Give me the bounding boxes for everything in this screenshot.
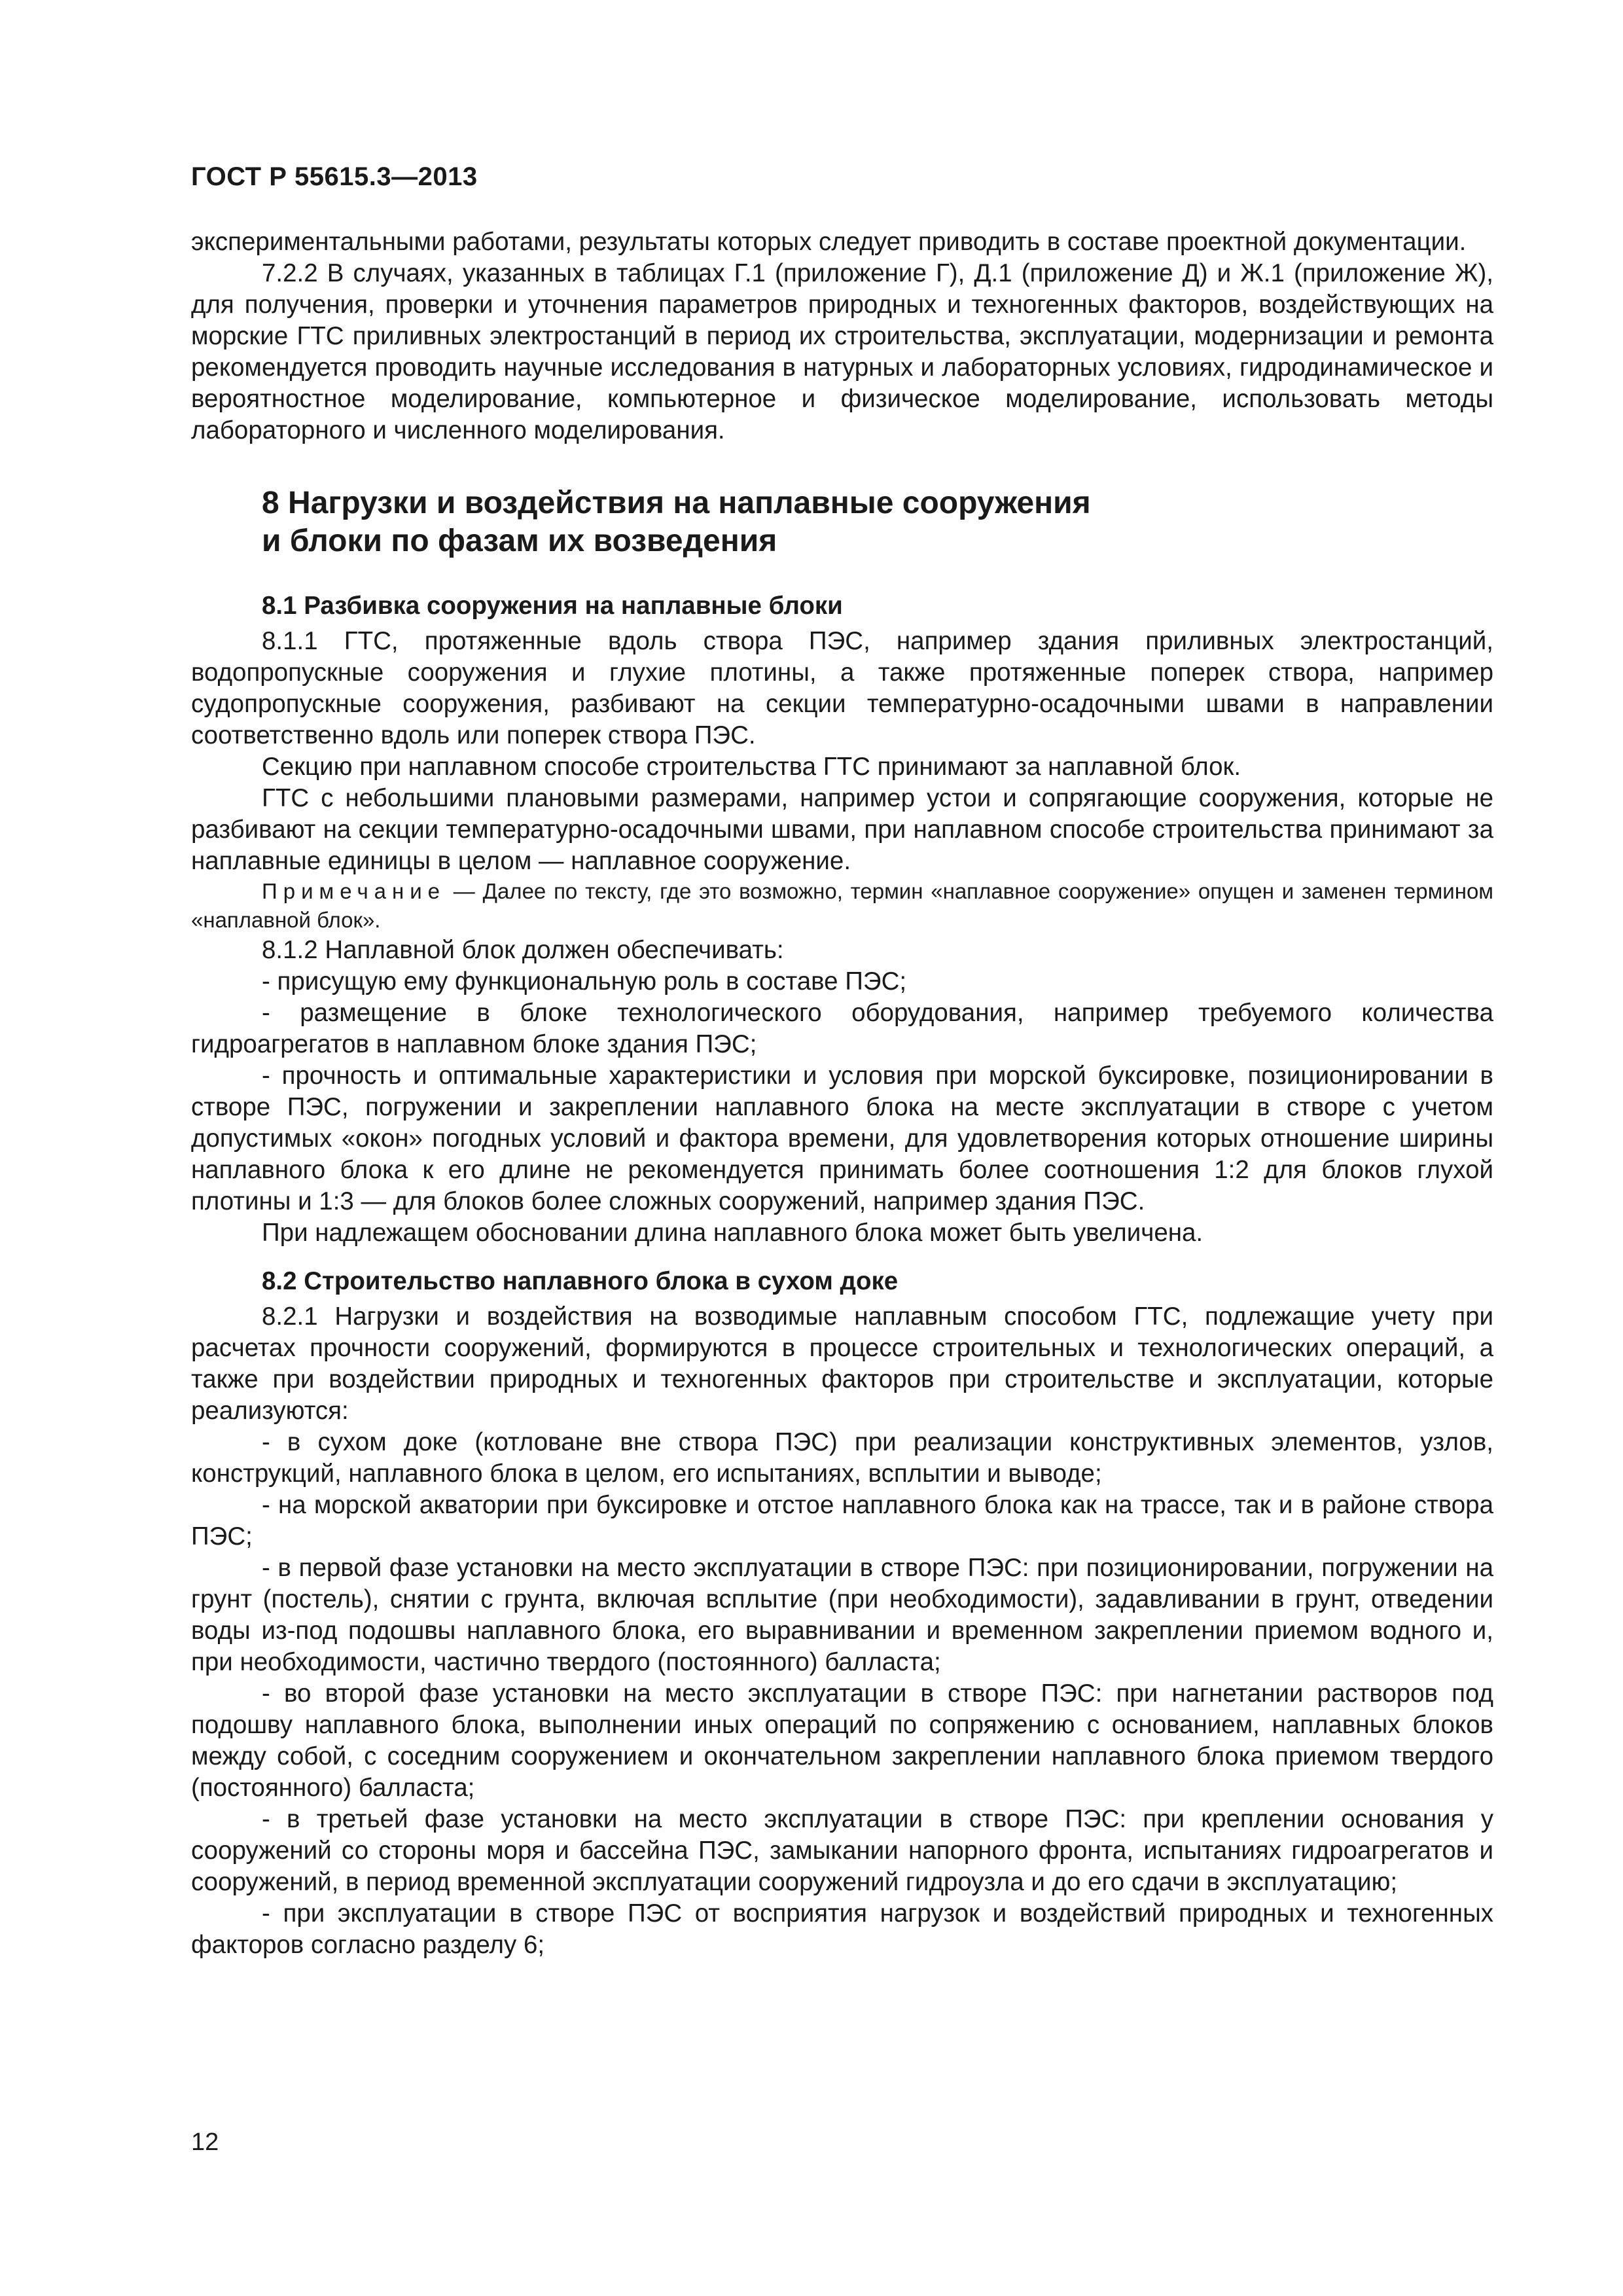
list-item: - присущую ему функциональную роль в составе ПЭС; — [262, 967, 907, 996]
list-item: - прочность и оптимальные характеристики и условия при морской буксировке, позиционировании в створе ПЭС, погружении и закреплении наплавного блока на месте эксплуатации в створе с учетом допустимых «окон» погодных условий и фактора времени, для удовлетворения которых отношение ширины наплавного блока к его длине не рекомендуется принимать более соотношения 1:2 для блоков глухой плотины и 1:3 — для блоков более сложных сооружений, например здания ПЭС. — [191, 1062, 1493, 1215]
paragraph: экспериментальными работами, результаты которых следует приводить в составе проектной документации. — [191, 228, 1467, 256]
list-item: - в первой фазе установки на место эксплуатации в створе ПЭС: при позиционировании, погружении на грунт (постель), снятии с грунта, включая всплытие (при необходимости), задавливании в грунт, отведении воды из-под подошвы наплавного блока, его выравнивании и временном закреплении приемом водного и, при необходимости, частично твердого (постоянного) балласта; — [191, 1554, 1493, 1676]
paragraph: При надлежащем обосновании длина наплавного блока может быть увеличена. — [262, 1219, 1204, 1247]
page-number: 12 — [191, 2128, 219, 2156]
list-item: - во второй фазе установки на место эксплуатации в створе ПЭС: при нагнетании растворов под подошву наплавного блока, выполнении иных операций по сопряжению с основанием, наплавных блоков между собой, с соседним сооружением и окончательном закреплении наплавного блока приемом твердого (постоянного) балласта; — [191, 1679, 1493, 1802]
paragraph-7-2-2: 7.2.2 В случаях, указанных в таблицах Г.1 (приложение Г), Д.1 (приложение Д) и Ж.1 (приложение Ж), для получения, проверки и уточнения параметров природных и техногенных факторов, воздействующих на морские ГТС приливных электростанций в период их строительства, эксплуатации, модернизации и ремонта рекомендуется проводить научные исследования в натурных и лабораторных условиях, гидродинамическое и вероятностное моделирование, компьютерное и физическое моделирование, использовать методы лабораторного и численного моделирования. — [191, 259, 1493, 444]
list-item: - в третьей фазе установки на место эксплуатации в створе ПЭС: при креплении основания у сооружений со стороны моря и бассейна ПЭС, замыкании напорного фронта, испытаниях гидроагрегатов и сооружений, в период временной эксплуатации сооружений гидроузла и до его сдачи в эксплуатацию; — [191, 1805, 1493, 1896]
paragraph: ГТС с небольшими плановыми размерами, например устои и сопрягающие сооружения, которые не разбивают на секции температурно-осадочными швами, при наплавном способе строительства принимают за наплавные единицы в целом — наплавное сооружение. — [191, 784, 1493, 875]
paragraph: Секцию при наплавном способе строительства ГТС принимают за наплавной блок. — [262, 753, 1241, 781]
list-item: - на морской акватории при буксировке и отстое наплавного блока как на трассе, так и в районе створа ПЭС; — [191, 1491, 1493, 1551]
section-8-title — [262, 484, 1493, 560]
section-8-title-line-1: 8 Нагрузки и воздействия на наплавные сооружения — [262, 486, 1091, 520]
document-code-header: ГОСТ Р 55615.3—2013 — [191, 162, 478, 191]
list-item: - размещение в блоке технологического оборудования, например требуемого количества гидроагрегатов в наплавном блоке здания ПЭС; — [191, 999, 1493, 1058]
note-text: — Далее по тексту, где это возможно, термин «наплавное сооружение» опущен и заменен термином «наплавной блок». — [191, 879, 1493, 932]
paragraph-8-1-2: 8.1.2 Наплавной блок должен обеспечивать: — [262, 936, 784, 964]
paragraph-8-2-1: 8.2.1 Нагрузки и воздействия на возводимые наплавным способом ГТС, подлежащие учету при расчетах прочности сооружений, формируются в процессе строительных и технологических операций, а также при воздействии природных и техногенных факторов при строительстве и эксплуатации, которые реализуются: — [191, 1302, 1493, 1425]
list-item: - в сухом доке (котловане вне створа ПЭС) при реализации конструктивных элементов, узлов, конструкций, наплавного блока в целом, его испытаниях, всплытии и выводе; — [191, 1428, 1493, 1488]
paragraph-8-1-1: 8.1.1 ГТС, протяженные вдоль створа ПЭС, например здания приливных электростанций, водопропускные сооружения и глухие плотины, а также протяженные поперек створа, например судопропускные сооружения, разбивают на секции температурно-осадочными швами в направлении соответственно вдоль или поперек створа ПЭС. — [191, 627, 1493, 749]
note-label: Примечание — [262, 879, 446, 903]
document-body — [191, 226, 1493, 1961]
list-item: - при эксплуатации в створе ПЭС от восприятия нагрузок и воздействий природных и техногенных факторов согласно разделу 6; — [191, 1899, 1493, 1959]
subsection-8-1-title: 8.1 Разбивка сооружения на наплавные блоки — [262, 592, 843, 620]
note — [191, 877, 1493, 935]
subsection-8-2-title: 8.2 Строительство наплавного блока в сухом доке — [262, 1267, 899, 1295]
section-8-title-line-2: и блоки по фазам их возведения — [262, 524, 777, 558]
